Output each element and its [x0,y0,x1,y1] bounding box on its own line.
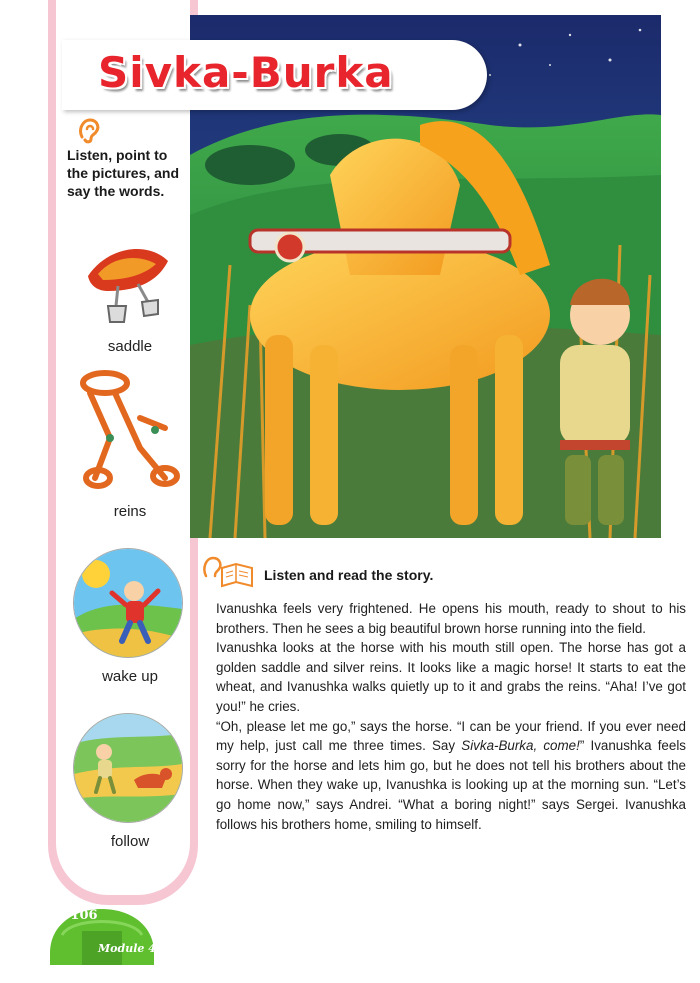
story-paragraph [216,717,686,835]
page-number: 106 [70,908,98,923]
page-title: Sivka-Burka [98,48,394,97]
saddle-picture [78,236,178,328]
follow-picture [73,713,183,823]
vocabulary-word-wake-up: wake up [102,668,158,685]
reins-picture [70,358,182,494]
story-text-span: ” Ivanushka feels sorry for the horse and lets him go, but he does not tell his brothers about the horse. When they wake up, Ivanushka is looking up at the morning sun. “Let’s go home now,” says Andrei. “What a boring night!” says Sergei. Ivanushka follows his brothers home, smiling to himself. [216,738,686,832]
vocabulary-instruction: Listen, point to the pictures, and say the words. [67,147,180,199]
vocabulary-word-saddle: saddle [107,338,153,355]
module-label: Module 4 [98,942,156,955]
story-paragraph: Ivanushka feels very frightened. He opens his mouth, ready to shout to his brothers. Then he sees a big beautiful brown horse running into the field. [216,601,686,636]
reading-instruction: Listen and read the story. [264,567,434,583]
listen-and-read-icon [200,552,254,590]
vocabulary-word-reins: reins [113,503,147,520]
listen-ear-icon [74,115,104,145]
story-text [216,599,686,834]
vocabulary-word-follow: follow [110,833,150,850]
story-italic-phrase: Sivka-Burka, come! [461,738,580,754]
story-paragraph: Ivanushka looks at the horse with his mouth still open. The horse has got a golden saddle and silver reins. It looks like a magic horse! It starts to eat the wheat, and Ivanushka walks quietly up to it and grabs the reins. “Aha! I’ve got you!” he cries. [216,640,686,714]
story-text-span: “Oh, please let me go,” says the horse. “I can be your friend. If you ever need my help, just call me three times. Say [216,718,686,754]
wake-up-picture [73,548,183,658]
